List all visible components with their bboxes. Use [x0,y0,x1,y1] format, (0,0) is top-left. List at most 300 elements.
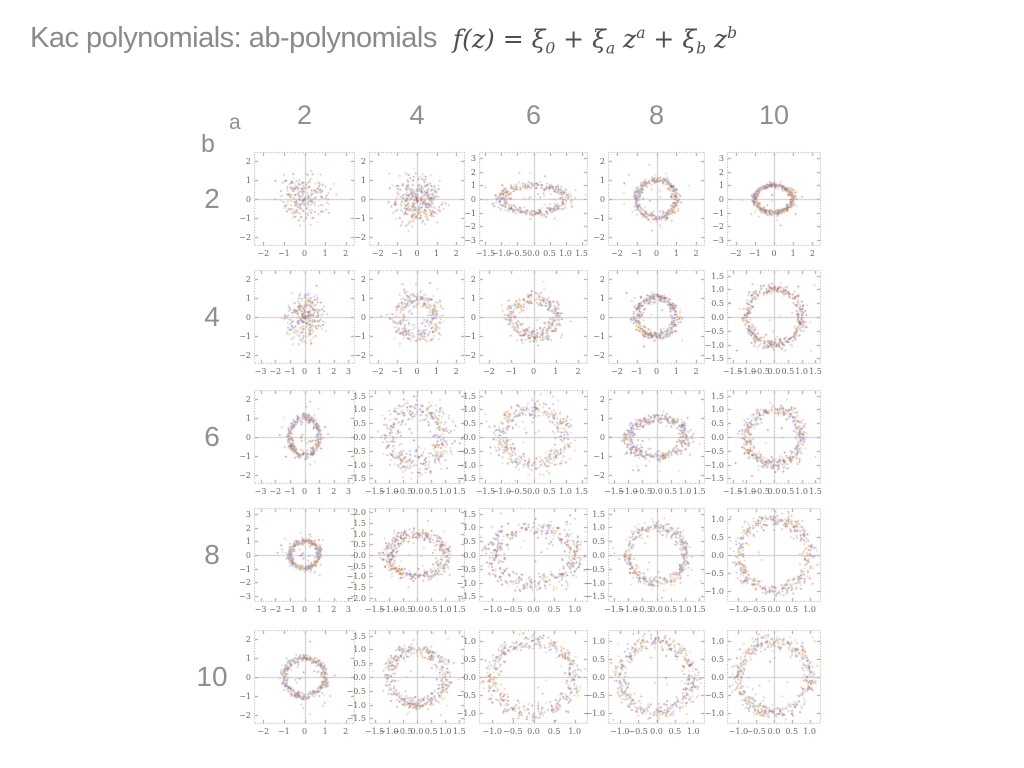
x-tick-label: −0.5 [393,487,413,496]
y-tick-label: −2 [464,222,476,232]
y-tick-label: 1.0 [353,645,366,655]
x-tick-label: 0.0 [527,487,540,496]
row-header-b-6: 6 [204,421,220,452]
row-header-b-8: 8 [204,539,220,570]
y-tick-label: 2 [599,156,605,166]
y-tick-label: −0.5 [346,686,366,696]
row-header-b-10: 10 [196,661,228,692]
x-tick-label: −1 [283,487,296,496]
y-tick-label: 1.0 [711,285,724,295]
y-tick-label: 0 [245,433,251,442]
subplot-scatter-a10-b4 [727,270,821,364]
x-tick-label: 1 [316,367,322,376]
x-tick-label: −0.5 [628,727,648,736]
subplot-scatter-a2-b2 [254,152,355,246]
y-tick-label: 0.0 [711,551,724,560]
y-tick-label: 3 [718,154,724,164]
x-tick-label: 0 [301,249,308,258]
y-tick-label: 1 [245,413,251,423]
y-tick-label: 0.0 [592,551,605,560]
x-tick-label: 0 [301,605,308,614]
y-tick-label: 0.5 [463,419,476,429]
x-tick-label: 1 [673,367,679,376]
y-tick-label: −1 [593,452,605,462]
y-tick-label: 1.0 [353,529,366,539]
x-tick-label: −1.0 [482,727,502,736]
y-tick-label: 1 [599,293,605,303]
y-tick-label: −2 [239,351,251,361]
y-tick-label: 1.5 [592,509,605,519]
y-tick-label: −2 [464,351,476,361]
y-tick-label: −2 [239,233,251,243]
x-tick-label: 0 [301,367,308,376]
y-tick-label: −2 [354,351,366,361]
x-tick-label: −2 [611,249,623,258]
x-tick-label: −1 [283,605,296,614]
y-tick-label: 2 [245,523,251,533]
x-tick-label: −1.0 [379,487,399,496]
x-tick-label: −2 [269,367,282,376]
y-tick-label: −1.0 [585,578,605,588]
x-tick-label: 1.5 [809,487,822,496]
y-tick-label: −1 [464,208,476,218]
x-tick-label: 0 [301,727,308,736]
x-tick-label: 0 [653,367,660,376]
x-tick-label: −1 [277,249,290,258]
x-tick-label: 2 [575,367,581,376]
y-tick-label: −1 [354,214,366,224]
y-tick-label: −1 [239,564,251,574]
y-tick-label: 0.5 [353,540,366,550]
y-tick-label: 1.5 [353,631,366,641]
subplot-scatter-a6-b2 [479,152,588,246]
x-tick-label: 0.0 [410,605,424,614]
x-tick-label: −1.0 [736,487,757,496]
y-tick-label: 1.0 [592,637,605,647]
x-tick-label: 0.5 [785,605,799,614]
y-tick-label: 1 [245,653,251,663]
subplot-scatter-a8-b10 [608,630,705,724]
y-tick-label: −2.0 [346,593,366,603]
x-tick-label: 1.0 [568,727,582,736]
y-tick-label: 1.5 [711,271,724,281]
col-header-a-6: 6 [525,100,542,130]
title-row [30,22,737,57]
y-tick-label: 0 [470,195,476,204]
x-tick-label: 2 [331,605,337,614]
y-tick-label: 1.0 [711,405,724,415]
y-tick-label: −1.5 [456,592,476,602]
y-tick-label: 0.0 [463,673,476,682]
x-tick-label: −1.0 [482,605,502,614]
x-tick-label: −2 [371,249,384,258]
x-tick-label: 0.0 [767,367,781,376]
y-tick-label: 0.0 [592,673,605,682]
x-tick-label: −1 [391,249,404,258]
y-tick-label: 0.5 [592,655,605,665]
x-tick-label: 1 [322,249,328,258]
subplot-scatter-a10-b6 [727,390,821,484]
x-tick-label: −1.0 [491,487,512,496]
x-tick-label: −1.0 [379,727,399,736]
x-tick-label: −1 [748,249,761,258]
y-tick-label: 1.0 [463,523,476,533]
y-tick-label: −3 [464,235,476,245]
x-tick-label: −0.5 [632,487,652,496]
x-tick-label: 1.0 [795,367,808,376]
y-tick-label: 0 [599,433,605,442]
x-tick-label: −3 [254,605,267,614]
y-tick-label: 0 [245,673,251,682]
y-tick-label: 2 [245,634,251,644]
x-tick-label: 1.0 [803,727,816,736]
y-tick-label: 0.5 [711,419,724,429]
subplot-scatter-a10-b2 [727,152,821,246]
x-tick-label: 0.0 [767,727,781,736]
x-tick-label: 1.5 [809,367,822,376]
col-header-a-10: 10 [758,100,790,130]
x-tick-label: 0.5 [547,727,561,736]
y-tick-label: 2 [470,167,476,177]
x-tick-label: 0.5 [424,727,438,736]
x-tick-label: −1.5 [364,605,385,614]
y-tick-label: 2 [599,274,605,284]
y-tick-label: −1 [239,452,251,462]
x-tick-label: −1.0 [379,605,399,614]
subplot-scatter-a8-b2 [608,152,705,246]
y-tick-label: −1 [239,214,251,224]
x-tick-label: −2 [483,367,495,376]
y-tick-label: 1.5 [463,391,476,401]
col-header-a-2: 2 [296,100,313,130]
x-tick-label: 1.0 [559,487,572,496]
x-tick-label: 0.0 [527,727,540,736]
x-tick-label: 0.0 [650,605,663,614]
y-tick-label: 0 [245,195,251,204]
x-tick-label: 1 [316,605,322,614]
x-tick-label: 1.0 [438,727,452,736]
x-tick-label: 0.0 [527,249,540,258]
subplot-scatter-a2-b8 [254,508,355,602]
subplot-scatter-a6-b8 [479,508,588,602]
y-tick-label: −1.5 [704,354,724,364]
x-tick-label: 0.5 [543,487,556,496]
y-tick-label: 0 [360,313,366,322]
x-tick-label: 1.5 [692,487,706,496]
y-tick-label: 0 [360,195,366,204]
y-tick-label: 1.5 [463,509,476,519]
x-tick-label: −2 [371,367,384,376]
x-tick-label: 1.0 [559,249,572,258]
subplot-scatter-a8-b6 [608,390,705,484]
y-tick-label: 1.0 [592,523,605,533]
y-tick-label: −1.0 [456,460,476,470]
y-tick-label: 1.0 [463,405,476,415]
y-tick-label: −1.0 [346,700,366,710]
y-tick-label: −1 [354,332,366,342]
subplot-scatter-a2-b4 [254,270,355,364]
subplot-scatter-a6-b10 [479,630,588,724]
x-tick-label: 1 [673,249,679,258]
x-tick-label: 1.5 [692,605,706,614]
col-axis-label: a [229,111,241,134]
x-tick-label: 0.0 [650,727,663,736]
y-tick-label: 0.5 [463,655,476,665]
y-tick-label: −1.0 [346,572,366,582]
y-tick-label: 1.0 [711,637,724,647]
y-tick-label: −1 [239,692,251,702]
y-tick-label: 2 [360,274,366,284]
x-tick-label: −1 [630,367,643,376]
x-tick-label: 1 [316,487,322,496]
x-tick-label: 0.5 [781,367,795,376]
x-tick-label: −0.5 [503,727,523,736]
y-tick-label: −1.5 [346,583,366,593]
y-tick-label: −0.5 [456,690,476,700]
y-tick-label: −2 [239,578,251,588]
subplot-scatter-a10-b10 [727,630,821,724]
col-header-a-4: 4 [409,100,425,130]
y-tick-label: 0.5 [463,537,476,547]
x-tick-label: 1.5 [575,487,588,496]
y-tick-label: −1.5 [456,474,476,484]
y-tick-label: −1 [712,208,724,218]
x-tick-label: 1 [434,249,440,258]
x-tick-label: −1.0 [610,727,630,736]
y-tick-label: 0.0 [353,551,366,560]
x-tick-label: 0 [414,367,420,376]
y-tick-label: 0 [599,313,605,322]
y-tick-label: −1 [464,332,476,342]
x-tick-label: −0.5 [507,249,528,258]
x-tick-label: 0 [530,367,537,376]
x-tick-label: 0 [653,249,660,258]
x-tick-label: −0.5 [750,487,770,496]
y-tick-label: −0.5 [456,564,476,574]
x-tick-label: 3 [345,487,351,496]
y-tick-label: −0.5 [346,446,366,456]
x-tick-label: 0.0 [527,605,540,614]
y-tick-label: −1.0 [585,708,605,718]
y-tick-label: 1 [360,175,366,185]
y-tick-label: 1.0 [353,405,366,415]
y-tick-label: 0.5 [353,659,366,669]
y-tick-label: 0.5 [711,533,724,543]
x-tick-label: −0.5 [503,605,523,614]
subplot-scatter-a8-b4 [608,270,705,364]
row-header-b-2: 2 [204,183,220,214]
x-tick-label: 0.0 [767,605,781,614]
y-tick-label: −1.0 [704,460,724,470]
x-tick-label: 1 [434,367,440,376]
x-tick-label: −1 [630,249,643,258]
x-tick-label: −0.5 [750,367,770,376]
x-tick-label: 2 [693,249,699,258]
y-tick-label: −0.5 [704,446,724,456]
x-tick-label: 1.0 [678,605,692,614]
x-tick-label: −0.5 [746,605,766,614]
y-tick-label: −3 [239,591,251,601]
y-tick-label: −1.0 [456,708,476,718]
y-tick-label: 0 [245,313,251,322]
y-tick-label: 2 [470,274,476,284]
x-tick-label: −1 [505,367,518,376]
y-tick-label: 0.5 [711,655,724,665]
x-tick-label: 1 [790,249,796,258]
subplot-scatter-a8-b8 [608,508,705,602]
x-tick-label: −1 [277,727,290,736]
y-tick-label: −1 [239,332,251,342]
x-tick-label: 0.5 [668,727,682,736]
y-tick-label: 2 [245,394,251,404]
col-header-a-8: 8 [648,100,665,130]
y-tick-label: 0.5 [711,299,724,309]
y-tick-label: 0 [470,313,476,322]
x-tick-label: 1.0 [803,605,816,614]
y-tick-label: 0.0 [353,433,366,442]
y-tick-label: −1.5 [704,474,724,484]
y-tick-label: −0.5 [704,568,724,578]
y-tick-label: 0.0 [711,313,724,322]
y-tick-label: 1 [718,181,724,191]
x-tick-label: 1 [322,727,328,736]
x-tick-label: 2 [331,367,337,376]
x-tick-label: −0.5 [632,605,652,614]
subplot-scatter-a6-b6 [479,390,588,484]
y-tick-label: 0.0 [353,673,366,682]
x-tick-label: −0.5 [393,605,413,614]
row-header-b-4: 4 [204,301,220,332]
x-tick-label: −1.5 [475,249,496,258]
y-tick-label: 2 [245,156,251,166]
x-tick-label: 1.0 [438,487,452,496]
x-tick-label: −1.5 [475,487,496,496]
y-tick-label: −0.5 [456,446,476,456]
y-tick-label: 1 [245,537,251,547]
x-tick-label: 3 [345,367,351,376]
subplot-scatter-a10-b8 [727,508,821,602]
y-tick-label: −2 [593,233,605,243]
x-tick-label: 0 [771,249,777,258]
x-tick-label: −1.5 [603,605,624,614]
y-tick-label: −1.0 [346,460,366,470]
y-tick-label: −0.5 [585,564,605,574]
x-tick-label: 1.0 [686,727,700,736]
x-tick-label: 1.5 [452,727,466,736]
x-tick-label: 0.0 [410,727,424,736]
y-tick-label: −0.5 [704,326,724,336]
x-tick-label: 0.0 [767,487,781,496]
y-tick-label: −2 [239,711,251,721]
x-tick-label: −1.5 [722,367,743,376]
x-tick-label: −2 [611,367,623,376]
x-tick-label: 2 [331,487,337,496]
x-tick-label: 2 [453,249,459,258]
y-tick-label: 1 [470,293,476,303]
y-tick-label: 0 [245,551,251,560]
y-tick-label: 1.0 [711,515,724,525]
y-tick-label: 2 [245,274,251,284]
x-tick-label: 1.0 [438,605,452,614]
subplot-scatter-a4-b10 [369,630,465,724]
subplot-scatter-a4-b6 [369,390,465,484]
y-tick-label: 3 [245,510,251,520]
y-tick-label: 0.5 [353,419,366,429]
x-tick-label: −0.5 [507,487,528,496]
subplot-scatter-a2-b6 [254,390,355,484]
y-tick-label: −2 [712,222,724,232]
y-tick-label: 0.5 [592,537,605,547]
x-tick-label: 2 [453,367,459,376]
y-tick-label: 0.0 [463,551,476,560]
y-tick-label: −2 [354,233,366,243]
formula: $f(z) = \xi_0 + \xi_a$ $z^a + \xi_b$ $z^b$ [452,23,738,57]
x-tick-label: 0.0 [410,487,424,496]
x-tick-label: 1.5 [452,605,466,614]
subplot-scatter-a4-b2 [369,152,465,246]
y-tick-label: −0.5 [585,690,605,700]
x-tick-label: 0.5 [785,727,799,736]
slide-title: Kac polynomials: ab-polynomials [30,22,437,54]
subplot-scatter-a4-b8 [369,508,465,602]
x-tick-label: −1.5 [722,487,743,496]
x-tick-label: 1.0 [568,605,582,614]
x-tick-label: 0.5 [664,605,678,614]
y-tick-label: 1.5 [353,518,366,528]
y-tick-label: −1.0 [704,708,724,718]
y-tick-label: 1.5 [711,391,724,401]
x-tick-label: −0.5 [746,727,766,736]
x-tick-label: 0.5 [543,249,556,258]
y-tick-label: 2 [718,167,724,177]
x-tick-label: −1.5 [364,727,385,736]
x-tick-label: −1.0 [728,727,749,736]
x-tick-label: 2 [809,249,815,258]
y-tick-label: 2.0 [353,508,366,518]
x-tick-label: 0 [301,487,308,496]
y-tick-label: 1 [599,175,605,185]
subplot-scatter-a4-b4 [369,270,465,364]
x-tick-label: −2 [729,249,742,258]
y-tick-label: −0.5 [704,690,724,700]
y-tick-label: 2 [599,394,605,404]
y-tick-label: 0.0 [711,673,724,682]
x-tick-label: −1.5 [364,487,385,496]
y-tick-label: −1.5 [346,714,366,724]
y-tick-label: 0 [718,195,724,204]
x-tick-label: 1.5 [452,487,466,496]
x-tick-label: 0.5 [664,487,678,496]
y-tick-label: 1.0 [463,637,476,647]
x-tick-label: 2 [343,249,349,258]
x-tick-label: −1 [283,367,296,376]
x-tick-label: 0 [414,249,420,258]
y-tick-label: 1 [470,181,476,191]
x-tick-label: −3 [254,367,267,376]
x-tick-label: 0.5 [424,487,438,496]
y-tick-label: −1 [593,214,605,224]
x-tick-label: 3 [345,605,351,614]
y-tick-label: −1.0 [704,586,724,596]
x-tick-label: 1.5 [575,249,588,258]
y-tick-label: 1 [360,293,366,303]
y-tick-label: −3 [712,235,724,245]
y-tick-label: −2 [239,471,251,481]
x-tick-label: 1 [553,367,559,376]
y-tick-label: 0 [599,195,605,204]
y-tick-label: 0.0 [711,433,724,442]
subplot-scatter-a2-b10 [254,630,355,724]
